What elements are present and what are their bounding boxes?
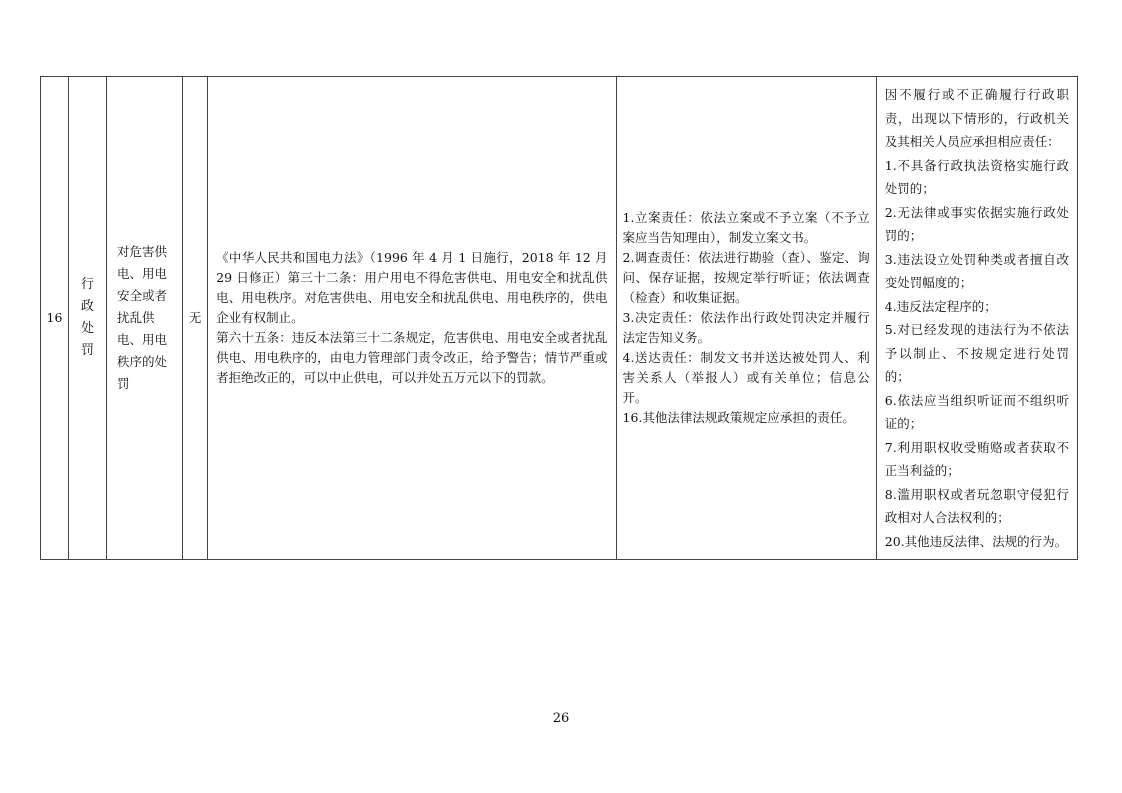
item-name-text: 对危害供电、用电安全或者扰乱供电、用电秩序的处罚	[117, 244, 168, 391]
basis-paragraph: 第六十五条：违反本法第三十二条规定，危害供电、用电安全或者扰乱供电、用电秩序的，由电力管理部门责令改正，给予警告；情节严重或者拒绝改正的，可以中止供电，可以并处五万元以下的罚款。	[216, 330, 608, 385]
liability-item: 1.不具备行政执法资格实施行政处罚的；	[884, 157, 1069, 196]
liability-item: 3.违法设立处罚种类或者擅自改变处罚幅度的；	[884, 251, 1069, 290]
row-number: 16	[46, 310, 63, 325]
sub-item-text: 无	[188, 310, 202, 325]
category-text: 行政处罚	[81, 277, 95, 358]
liability-item: 2.无法律或事实依据实施行政处罚的；	[884, 204, 1069, 243]
liability-item: 5.对已经发现的违法行为不依法予以制止、不按规定进行处罚的；	[884, 322, 1069, 384]
liabilities-cell	[876, 77, 1077, 560]
liability-item: 20.其他违反法律、法规的行为。	[884, 533, 1068, 549]
page-number: 26	[552, 711, 570, 726]
duty-item: 1.立案责任：依法立案或不予立案（不予立案应当告知理由），制发立案文书。	[622, 210, 870, 245]
liability-item: 7.利用职权收受贿赂或者获取不正当利益的；	[884, 439, 1069, 478]
duties-cell	[616, 77, 876, 560]
item-name-cell	[107, 77, 183, 560]
duty-item: 16.其他法律法规政策规定应承担的责任。	[622, 410, 855, 425]
duties-text	[617, 208, 876, 428]
duty-item: 2.调查责任：依法进行勘验（查）、鉴定、询问、保存证据，按规定举行听证；依法调查（检查）和收集证据。	[622, 250, 870, 305]
liability-item: 6.依法应当组织听证而不组织听证的；	[884, 392, 1069, 431]
duty-item: 3.决定责任：依法作出行政处罚决定并履行法定告知义务。	[622, 310, 870, 345]
liabilities-text	[877, 83, 1077, 553]
row-number-cell	[41, 77, 69, 560]
category-cell	[69, 77, 107, 560]
liability-item: 4.违反法定程序的；	[884, 298, 997, 314]
duty-item: 4.送达责任：制发文书并送达被处罚人、利害关系人（举报人）或有关单位；信息公开。	[622, 350, 870, 405]
legal-basis-cell	[208, 77, 616, 560]
responsibility-table	[40, 76, 1078, 560]
basis-paragraph: 《中华人民共和国电力法》（1996 年 4 月 1 日施行，2018 年 12 月 29 日修正）第三十二条：用户用电不得危害供电、用电安全和扰乱供电、用电秩序。对危害供电、用电安全和扰乱供电、用电秩序的，供电企业有权制止。	[216, 250, 608, 325]
table-row	[41, 77, 1078, 560]
legal-basis-text	[208, 248, 615, 388]
sub-item-cell	[183, 77, 208, 560]
liability-item: 8.滥用职权或者玩忽职守侵犯行政相对人合法权利的；	[884, 486, 1069, 525]
liability-item: 因不履行或不正确履行行政职责，出现以下情形的，行政机关及其相关人员应承担相应责任：	[884, 87, 1069, 149]
